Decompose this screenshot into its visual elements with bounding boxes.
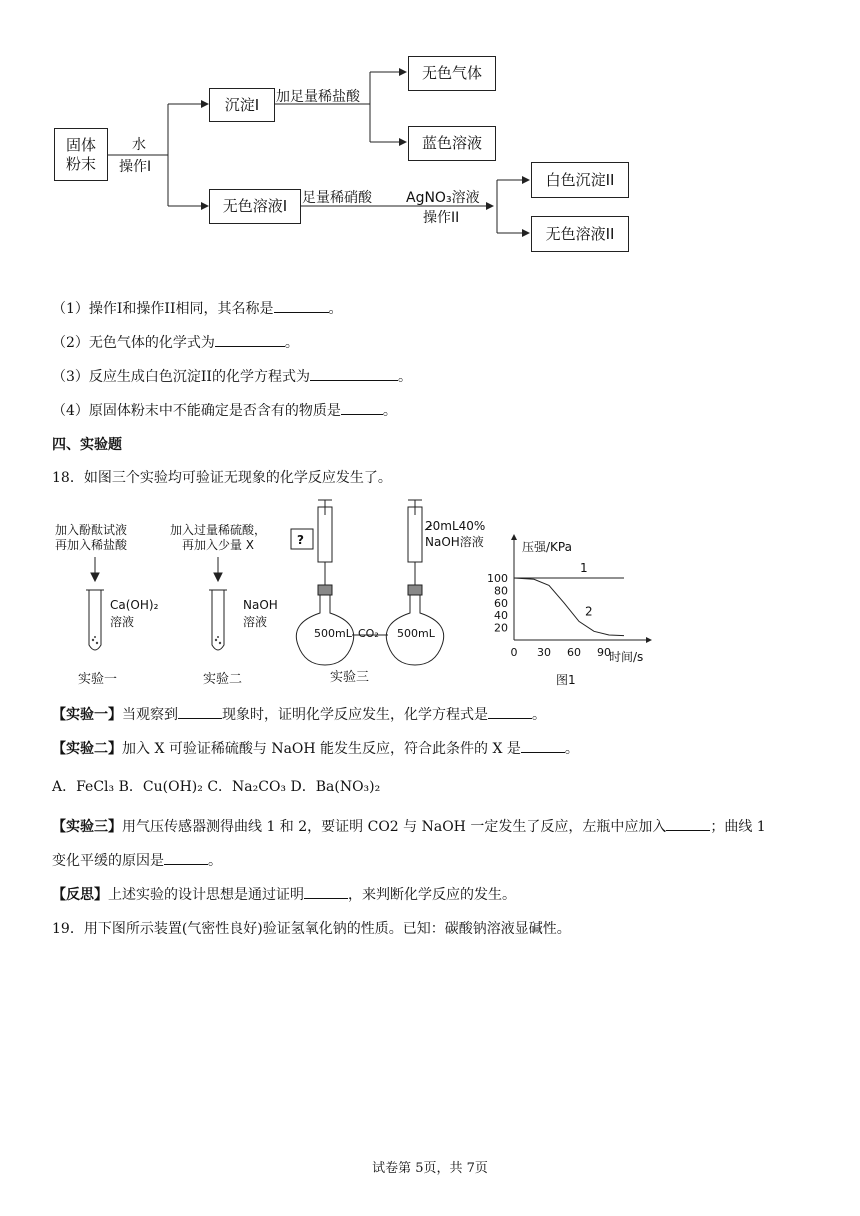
answer-blank[interactable] [164, 852, 208, 865]
y-tick-label: 80 [494, 584, 508, 598]
x-tick-label: 60 [567, 646, 581, 659]
exp3-text-c: 变化平缓的原因是 [52, 853, 164, 869]
x-tick-label: 90 [597, 646, 611, 659]
answer-blank[interactable] [310, 368, 398, 381]
q17-4-end: 。 [382, 403, 397, 419]
answer-blank[interactable] [666, 818, 710, 831]
exp3-question-line2 [52, 850, 222, 870]
exp3-text-d: 。 [208, 853, 222, 869]
q17-2-text: （2）无色气体的化学式为 [52, 335, 215, 351]
exp2-text-a: 加入 X 可验证稀硫酸与 NaOH 能发生反应，符合此条件的 X 是 [122, 741, 521, 757]
q17-1-text: （1）操作I和操作II相同，其名称是 [52, 301, 274, 317]
chart-y-label: 压强/KPa [522, 540, 572, 554]
exp2-solution-label: NaOH 溶液 [243, 598, 278, 629]
co2-label: CO₂ [358, 627, 379, 640]
exp2-question [52, 738, 579, 758]
reflection-tag: 【反思】 [52, 887, 108, 903]
flask-right-volume: 500mL [397, 627, 435, 640]
reflection-text-b: ，来判断化学反应的发生。 [348, 887, 516, 903]
q17-item-4 [52, 400, 397, 420]
y-tick-label: 40 [494, 609, 508, 623]
exp1-text-b: 现象时，证明化学反应发生，化学方程式是 [222, 707, 488, 723]
answer-blank[interactable] [274, 300, 329, 313]
y-axis-arrow [511, 534, 517, 540]
exp1-note: 加入酚酞试液 再加入稀盐酸 [55, 523, 128, 552]
white-precipitate-2-box: 白色沉淀II [531, 162, 629, 198]
operation-2-label: 操作II [423, 210, 460, 226]
colorless-gas-box: 无色气体 [408, 56, 496, 91]
colorless-solution-1-box: 无色溶液I [209, 189, 301, 224]
answer-blank[interactable] [341, 402, 383, 415]
answer-blank[interactable] [488, 706, 532, 719]
x-tick-label: 30 [537, 646, 551, 659]
q17-4-text: （4）原固体粉末中不能确定是否含有的物质是 [52, 403, 341, 419]
solid-powder-box: 固体 粉末 [54, 128, 108, 181]
add-hcl-label: 加足量稀盐酸 [276, 89, 360, 105]
colorless-solution-2-box: 无色溶液II [531, 216, 629, 252]
chart-x-label: 时间/s [609, 650, 644, 664]
q18-title: 18．如图三个实验均可验证无现象的化学反应发生了。 [52, 470, 392, 486]
flask-left-volume: 500mL [314, 627, 352, 640]
answer-blank[interactable] [304, 886, 348, 899]
y-tick-label: 100 [487, 572, 508, 585]
exp2-tag: 【实验二】 [52, 741, 122, 757]
section-heading: 四、实验题 [52, 437, 122, 453]
exp2-caption: 实验二 [203, 672, 243, 687]
q17-item-3 [52, 366, 412, 386]
agno3-label: AgNO₃溶液 [406, 190, 480, 206]
exp3-question-line1 [52, 816, 766, 836]
q17-3-end: 。 [397, 369, 412, 385]
answer-blank[interactable] [178, 706, 222, 719]
y-tick-label: 60 [494, 596, 508, 610]
add-hno3-label: 足量稀硝酸 [302, 190, 372, 206]
exp1-question [52, 704, 546, 724]
series-label-1: 1 [580, 561, 588, 575]
series-label-2: 2 [585, 604, 593, 619]
chart-figure-name: 图1 [556, 673, 576, 687]
option-b[interactable]: B．Cu(OH)₂ [118, 779, 203, 795]
exp1-text-a: 当观察到 [122, 707, 178, 723]
exp3-text-a: 用气压传感器测得曲线 1 和 2，要证明 CO2 与 NaOH 一定发生了反应，左瓶中应加入 [122, 819, 667, 835]
operation-1-label: 操作I [119, 159, 152, 175]
option-d[interactable]: D．Ba(NO₃)₂ [290, 779, 381, 795]
option-c[interactable]: C．Na₂CO₃ [207, 779, 287, 795]
syringe-label: 20mL40% NaOH溶液 [425, 519, 486, 549]
exp1-solution-label: Ca(OH)₂ 溶液 [110, 598, 159, 629]
x-axis-arrow [646, 637, 652, 643]
reflection-question [52, 884, 516, 904]
answer-blank[interactable] [521, 740, 565, 753]
page-footer: 试卷第 5页，共 7页 [372, 1161, 488, 1176]
q17-2-end: 。 [284, 335, 299, 351]
exp2-note: 加入过量稀硫酸， 再加入少量 X [170, 523, 267, 552]
exp2-text-b: 。 [564, 741, 579, 757]
exp1-text-c: 。 [532, 707, 546, 723]
y-tick-label: 20 [494, 621, 508, 635]
q17-1-end: 。 [328, 301, 343, 317]
exp3-text-b: ；曲线 1 [710, 819, 766, 835]
x-tick-label: 0 [510, 646, 518, 659]
exp2-options [52, 776, 380, 796]
precipitate-1-box: 沉淀I [209, 88, 275, 122]
exp1-tag: 【实验一】 [52, 707, 122, 723]
q17-3-text: （3）反应生成白色沉淀II的化学方程式为 [52, 369, 310, 385]
exp1-caption: 实验一 [78, 672, 118, 687]
series-line-2 [514, 578, 624, 636]
option-a[interactable]: A．FeCl₃ [52, 779, 115, 795]
water-label: 水 [132, 137, 146, 153]
question-mark-label: ? [297, 533, 304, 547]
q17-item-1 [52, 298, 343, 318]
answer-blank[interactable] [215, 334, 285, 347]
q17-item-2 [52, 332, 299, 352]
reflection-text-a: 上述实验的设计思想是通过证明 [108, 887, 304, 903]
exp3-tag: 【实验三】 [52, 819, 122, 835]
blue-solution-box: 蓝色溶液 [408, 126, 496, 161]
exp3-caption: 实验三 [330, 670, 370, 685]
q19-title: 19．用下图所示装置(气密性良好)验证氢氧化钠的性质。已知：碳酸钠溶液显碱性。 [52, 921, 571, 937]
